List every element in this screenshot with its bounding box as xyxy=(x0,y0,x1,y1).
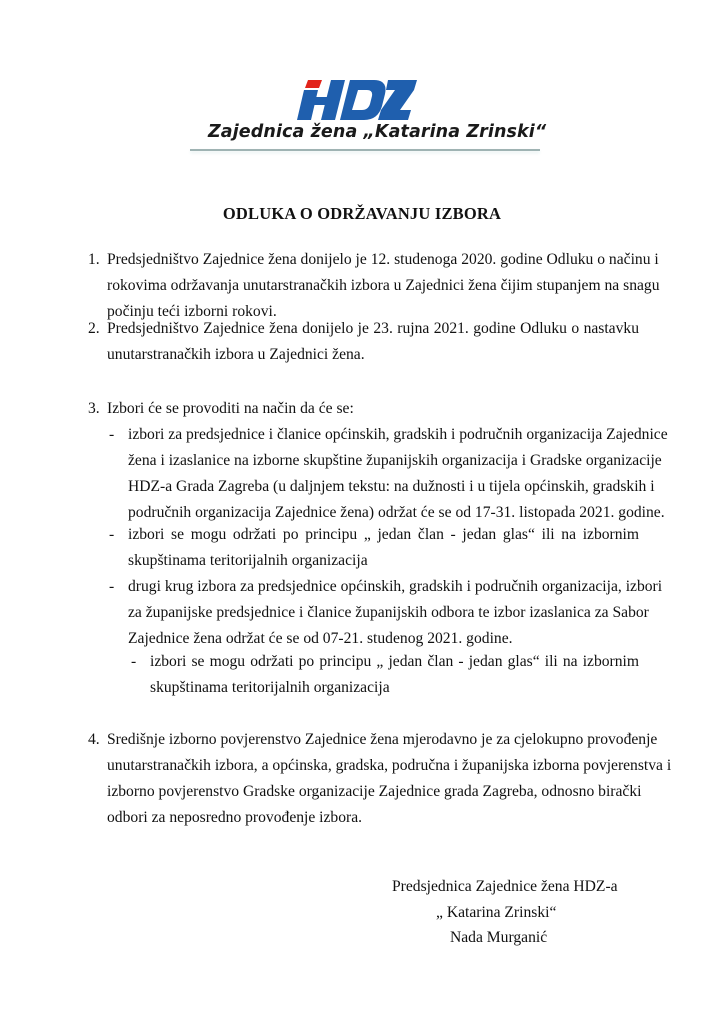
logo-letter-d xyxy=(340,80,386,120)
text-line: unutarstranačkih izbora, a općinska, gradska, područna i županijska izborna povjerenstva i xyxy=(107,757,672,774)
logo-subtitle: Zajednica žena „Katarina Zrinski“ xyxy=(208,122,547,142)
bullet-dash: - xyxy=(109,526,115,543)
signature-name: Nada Murganić xyxy=(450,929,548,946)
item-2-text xyxy=(107,316,639,368)
text-line: unutarstranačkih izbora u Zajednici žena. xyxy=(107,346,365,363)
text-line: skupštinama teritorijalnih organizacija xyxy=(150,679,390,696)
text-line: odbori za neposredno provođenje izbora. xyxy=(107,809,363,826)
item-3-text xyxy=(107,396,639,422)
item-3-bullet-3-text xyxy=(128,574,663,652)
item-3-bullet-1-text xyxy=(128,422,668,526)
item-3-number: 3. xyxy=(88,400,100,417)
signature-role: Predsjednica Zajednice žena HDZ-a xyxy=(392,878,618,895)
text-line: Izbori će se provoditi na način da će se: xyxy=(107,400,354,417)
text-line: područnih organizacija Zajednice žena) održat će se od 17-31. listopada 2021. godine. xyxy=(128,504,665,521)
text-line: Zajednice žena održat će se od 07-21. studenog 2021. godine. xyxy=(128,630,513,647)
item-4-number: 4. xyxy=(88,731,100,748)
text-line: skupštinama teritorijalnih organizacija xyxy=(128,552,368,569)
text-line: izbori se mogu održati po principu „ jedan član - jedan glas“ ili na izbornim xyxy=(128,526,639,543)
signature-organization: „ Katarina Zrinski“ xyxy=(436,903,557,921)
signature-block xyxy=(380,874,660,951)
item-1-number: 1. xyxy=(88,251,100,268)
text-line: žena i izaslanice na izborne skupštine županijskih organizacija i Gradske organizacije xyxy=(128,452,662,469)
text-line: počinju teći izborni rokovi. xyxy=(107,303,277,320)
text-line: Predsjedništvo Zajednice žena donijelo je 12. studenoga 2020. godine Odluku o načinu i xyxy=(107,251,659,268)
hdz-logo xyxy=(190,78,547,158)
item-3-bullet-2-text xyxy=(128,522,639,574)
text-line: za županijske predsjednice i članice županijskih odbora te izbor izaslanica za Sabor xyxy=(128,604,649,621)
text-line: Središnje izborno povjerenstvo Zajednice žena mjerodavno je za cjelokupno provođenje xyxy=(107,731,658,748)
item-4-text xyxy=(107,727,672,831)
text-line: izbori za predsjednice i članice općinskih, gradskih i područnih organizacija Zajednice xyxy=(128,426,668,443)
text-line: izbori se mogu održati po principu „ jedan član - jedan glas“ ili na izbornim xyxy=(150,653,639,670)
item-1-text xyxy=(107,247,660,325)
text-line: Predsjedništvo Zajednice žena donijelo je 23. rujna 2021. godine Odluku o nastavku xyxy=(107,320,639,337)
item-3-sub-bullet-text xyxy=(150,649,639,701)
text-line: izborno povjerenstvo Gradske organizacije Zajednice grada Zagreba, odnosno birački xyxy=(107,783,642,800)
header-divider xyxy=(190,149,540,151)
item-2-number: 2. xyxy=(88,320,100,337)
document-title: ODLUKA O ODRŽAVANJU IZBORA xyxy=(222,204,502,223)
text-line: rokovima održavanja unutarstranačkih izbora u Zajednici žena čijim stupanjem na snagu xyxy=(107,277,660,294)
text-line: drugi krug izbora za predsjednice općinskih, gradskih i područnih organizacija, izbori xyxy=(128,578,663,595)
bullet-dash: - xyxy=(109,578,115,595)
logo-red-accent xyxy=(305,80,322,88)
hdz-logo-mark-icon xyxy=(296,78,418,122)
text-line: HDZ-a Grada Zagreba (u daljnjem tekstu: na dužnosti i u tijela općinskih, gradskih i xyxy=(128,478,655,495)
bullet-dash: - xyxy=(109,426,115,443)
sub-bullet-dash: - xyxy=(131,653,137,670)
